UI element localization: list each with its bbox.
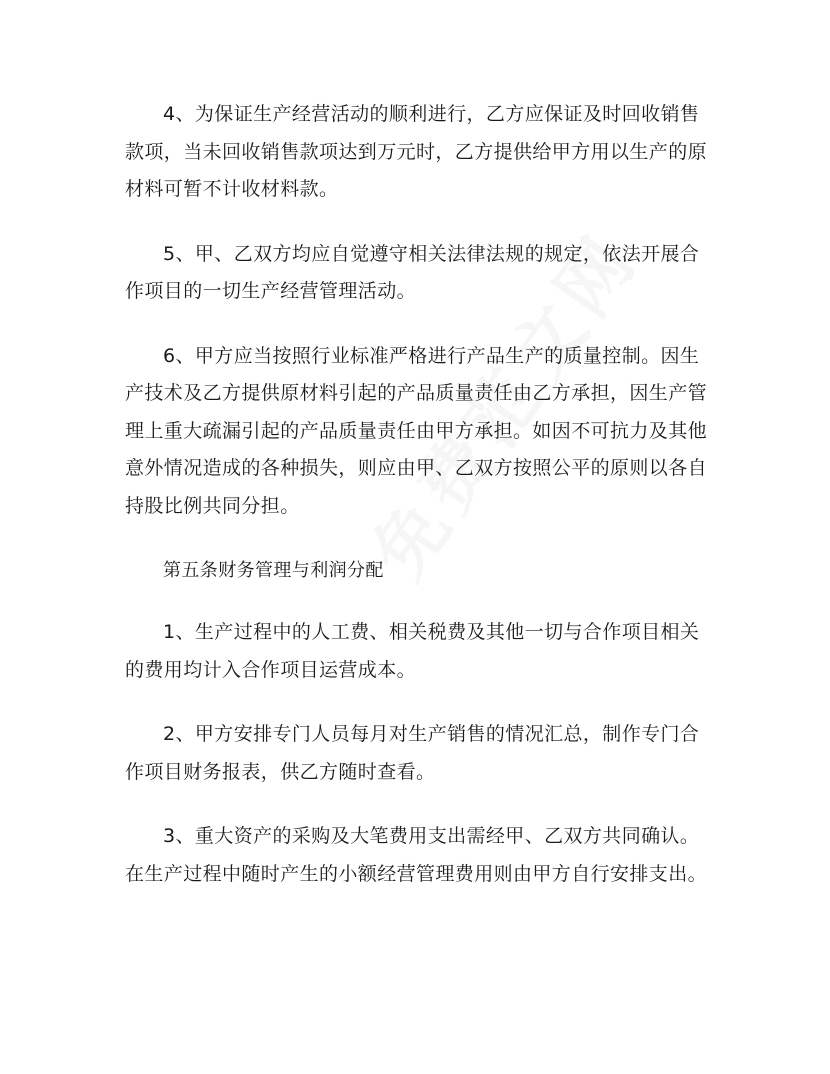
paragraph-clause-5: 5、甲、乙双方均应自觉遵守相关法律法规的规定，依法开展合作项目的一切生产经营管理活动。 (125, 242, 700, 302)
paragraph-finance-1: 1、生产过程中的人工费、相关税费及其他一切与合作项目相关的费用均计入合作项目运营成本。 (125, 621, 700, 681)
paragraph-finance-3: 3、重大资产的采购及大笔费用支出需经甲、乙双方共同确认。在生产过程中随时产生的小额经营管理费用则由甲方自行安排支出。 (125, 825, 708, 885)
paragraph-clause-6: 6、甲方应当按照行业标准严格进行产品生产的质量控制。因生产技术及乙方提供原材料引起的产品质量责任由乙方承担，因生产管理上重大疏漏引起的产品质量责任由甲方承担。如因不可抗力及其他意外情况造成的各种损失，则应由甲、乙双方按照公平的原则以各自持股比例共同分担。 (125, 344, 708, 517)
paragraph-clause-4: 4、为保证生产经营活动的顺利进行，乙方应保证及时回收销售款项，当未回收销售款项达到万元时，乙方提供给甲方用以生产的原材料可暂不计收材料款。 (125, 103, 708, 200)
paragraph-finance-2: 2、甲方安排专门人员每月对生产销售的情况汇总，制作专门合作项目财务报表，供乙方随时查看。 (125, 723, 700, 783)
section-heading: 第五条财务管理与利润分配 (163, 560, 384, 581)
